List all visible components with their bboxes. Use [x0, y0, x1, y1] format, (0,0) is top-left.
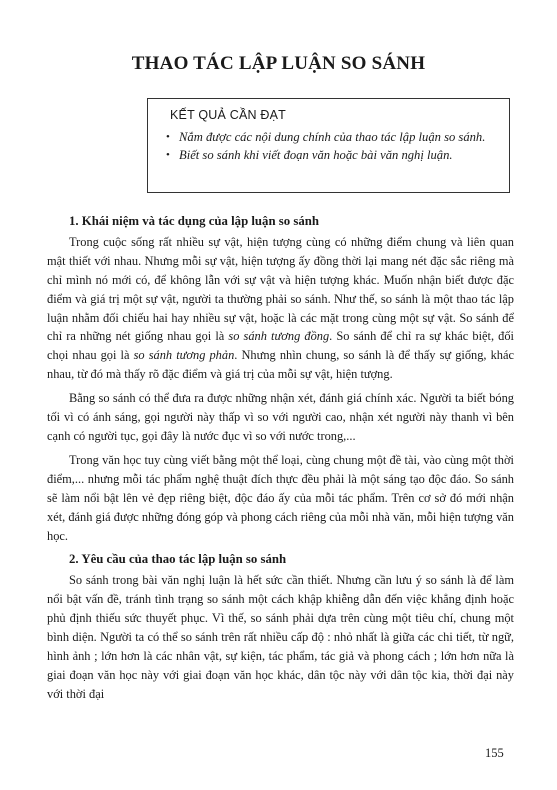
text-run: . So sánh để chỉ ra sự khác biệt, đối chọi nhau gọi là: [47, 329, 514, 363]
goal-item: [166, 128, 495, 146]
section-1-paragraph-2: Bằng so sánh có thể đưa ra được những nhận xét, đánh giá chính xác. Người ta biết bóng tối vì có ánh sáng, gọi người này thấp vì so với người cao, nhận xét người này thanh vì bên cạnh có người tục, gọi đây là nước đục vì so với nước trong,...: [47, 391, 514, 443]
goal-text: Biết so sánh khi viết đoạn văn hoặc bài văn nghị luận.: [179, 148, 453, 162]
learning-goals-box: [147, 98, 510, 193]
bullet-icon: •: [166, 131, 170, 143]
section-1-paragraph-1: [47, 233, 514, 384]
goals-heading: KẾT QUẢ CẦN ĐẠT: [170, 108, 286, 122]
main-content: [47, 212, 514, 709]
emphasis-term: so sánh tương đồng: [228, 329, 330, 344]
text-run: Trong cuộc sống rất nhiều sự vật, hiện tượng cùng có những điểm chung và liên quan mật thiết với nhau. Nhưng mỗi sự vật, hiện tượng ấy đồng thời lại mang nét đặc sắc riêng mà chỉ mình nó mới có, để không lẫn với sự vật và hiện tượng khác. Muốn nhận biết được đặc điểm và giá trị một sự vật, người ta thường phải so sánh. Như thế, so sánh là một thao tác lập luận nhằm đối chiếu hai hay nhiều sự vật, hoặc là các mặt trong cùng một sự vật. So sánh để chỉ ra những nét giống nhau gọi là: [47, 234, 514, 344]
section-1-heading: 1. Khái niệm và tác dụng của lập luận so sánh: [69, 214, 319, 228]
text-run: . Nhưng nhìn chung, so sánh là để thấy sự giống, khác nhau, từ đó mà thấy rõ đặc điểm và giá trị của mỗi sự vật, hiện tượng.: [47, 348, 515, 382]
section-1-paragraph-3: Trong văn học tuy cùng viết bằng một thể loại, cùng chung một đề tài, vào cùng một thời điểm,... nhưng mỗi tác phẩm nghệ thuật đích thực đều phải là một sáng tạo độc đáo. So sánh sẽ làm nổi bật lên vẻ đẹp riêng biệt, độc đáo ấy của mỗi tác phẩm. Trên cơ sở đó mới nhận xét, đánh giá được những đóng góp và phong cách riêng của mỗi nhà văn, mỗi hiện tượng văn học.: [47, 452, 514, 543]
goal-text: Nắm được các nội dung chính của thao tác lập luận so sánh.: [179, 130, 486, 144]
goals-list: [166, 128, 495, 164]
section-2-heading: 2. Yêu cầu của thao tác lập luận so sánh: [69, 552, 287, 567]
page-title: THAO TÁC LẬP LUẬN SO SÁNH: [131, 53, 426, 74]
emphasis-term: so sánh tương phản: [133, 348, 235, 363]
section-2-paragraph-1: So sánh trong bài văn nghị luận là hết sức cần thiết. Nhưng cần lưu ý so sánh là để làm nổi bật vấn đề, tránh tình trạng so sánh một cách khập khiễng dẫn đến việc khẳng định hoặc phủ định thiếu sức thuyết phục. Vì thế, so sánh phải dựa trên cùng một tiêu chí, chung một bình diện. Người ta có thể so sánh trên rất nhiều cấp độ : nhỏ nhất là giữa các chi tiết, từ ngữ, hình ảnh ; lớn hơn là các nhân vật, sự kiện, tác phẩm, tác giả và phong cách ; lớn hơn nữa là giai đoạn văn học này với giai đoạn văn học khác, dân tộc này với dân tộc kia, thời đại này với thời đại: [47, 573, 514, 701]
page-number: 155: [485, 746, 504, 760]
goal-item: [166, 146, 495, 164]
bullet-icon: •: [166, 149, 170, 161]
